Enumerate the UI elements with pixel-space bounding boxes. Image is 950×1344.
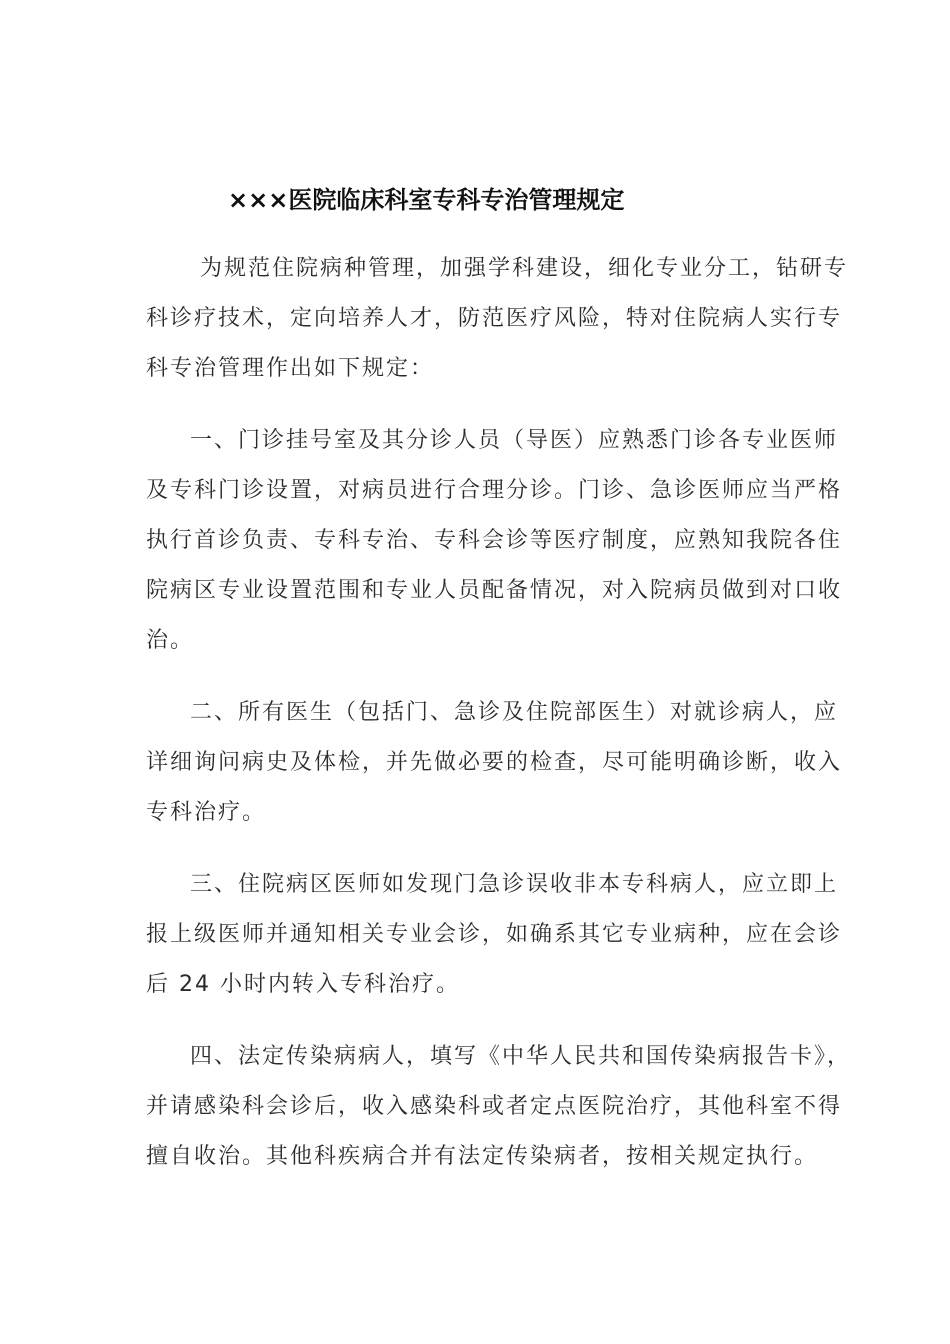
paragraph-line: 擅自收治。其他科疾病合并有法定传染病者，按相关规定执行。 — [146, 1144, 819, 1169]
paragraph-line: 为规范住院病种管理，加强学科建设，细化专业分工，钻研专 — [200, 256, 849, 281]
paragraph-line: 报上级医师并通知相关专业会诊，如确系其它专业病种，应在会诊 — [146, 922, 843, 947]
paragraph-line: 执行首诊负责、专科专治、专科会诊等医疗制度，应熟知我院各住 — [146, 528, 843, 553]
paragraph-clause-3 — [146, 860, 843, 1010]
paragraph-clause-1 — [146, 416, 843, 666]
paragraph-line: 及专科门诊设置，对病员进行合理分诊。门诊、急诊医师应当严格 — [146, 478, 843, 503]
paragraph-line: 科诊疗技术，定向培养人才，防范医疗风险，特对住院病人实行专 — [146, 306, 843, 331]
paragraph-line: 详细询问病史及体检，并先做必要的检查，尽可能明确诊断，收入 — [146, 750, 843, 775]
paragraph-line: 四、法定传染病病人，填写《中华人民共和国传染病报告卡》， — [190, 1044, 852, 1069]
paragraph-line: 院病区专业设置范围和专业人员配备情况，对入院病员做到对口收 — [146, 578, 843, 603]
paragraph-line: 科专治管理作出如下规定： — [146, 356, 435, 381]
paragraph-intro — [146, 244, 849, 394]
paragraph-clause-4 — [146, 1032, 852, 1182]
paragraph-line: 二、所有医生（包括门、急诊及住院部医生）对就诊病人，应 — [190, 700, 839, 725]
document-title: ×××医院临床科室专科专治管理规定 — [228, 186, 625, 214]
paragraph-line: 后 24 小时内转入专科治疗。 — [146, 972, 460, 997]
paragraph-line: 治。 — [146, 628, 195, 653]
paragraph-line: 三、住院病区医师如发现门急诊误收非本专科病人，应立即上 — [190, 872, 839, 897]
paragraph-line: 一、门诊挂号室及其分诊人员（导医）应熟悉门诊各专业医师 — [190, 428, 839, 453]
paragraph-clause-2 — [146, 688, 843, 838]
paragraph-line: 并请感染科会诊后，收入感染科或者定点医院治疗，其他科室不得 — [146, 1094, 843, 1119]
paragraph-line: 专科治疗。 — [146, 800, 267, 825]
